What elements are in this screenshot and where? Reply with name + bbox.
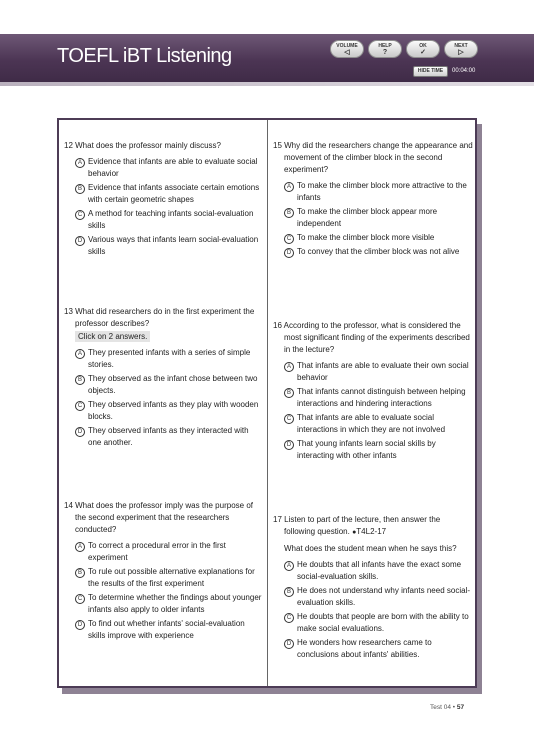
app-header <box>0 34 534 82</box>
option-text: He wonders how researchers came to conclusions about infants' abilities. <box>297 638 432 659</box>
option-bubble: C <box>284 613 294 623</box>
question-stem <box>273 514 473 539</box>
option-bubble: B <box>75 184 85 194</box>
question-stem: 13 What did researchers do in the first experiment the professor describes? <box>64 307 255 328</box>
option-text: To determine whether the findings about younger infants also apply to older infants <box>88 593 262 614</box>
speaker-icon: ◁ <box>344 49 350 56</box>
option-a[interactable] <box>75 156 264 180</box>
footer-separator: • <box>452 704 456 711</box>
question-17 <box>273 514 473 663</box>
option-bubble: D <box>284 639 294 649</box>
option-bubble: B <box>284 208 294 218</box>
option-text: To make the climber block more attractive to the infants <box>297 181 467 202</box>
check-icon: ✓ <box>420 49 426 56</box>
option-b[interactable] <box>75 373 264 397</box>
option-bubble: C <box>75 401 85 411</box>
hide-time-button[interactable]: HIDE TIME <box>413 66 448 77</box>
option-c[interactable] <box>284 412 473 436</box>
option-text: To find out whether infants' social-evaluation skills improve with experience <box>88 619 245 640</box>
option-bubble: D <box>284 248 294 258</box>
option-d[interactable] <box>75 425 264 449</box>
option-bubble: C <box>75 594 85 604</box>
question-12 <box>64 140 264 260</box>
option-c[interactable] <box>284 232 473 244</box>
option-bubble: D <box>75 620 85 630</box>
question-stem: 14 What does the professor imply was the purpose of the second experiment that the researchers conducted? <box>64 501 253 534</box>
option-b[interactable] <box>284 386 473 410</box>
option-bubble: B <box>284 587 294 597</box>
option-d[interactable] <box>75 618 264 642</box>
option-d[interactable] <box>284 246 473 258</box>
option-bubble: D <box>284 440 294 450</box>
questions-panel <box>57 118 477 688</box>
question-13 <box>64 306 264 451</box>
column-divider <box>267 120 268 686</box>
help-button[interactable] <box>368 40 402 58</box>
ok-label: OK <box>419 43 427 49</box>
option-bubble: A <box>284 561 294 571</box>
option-bubble: D <box>75 427 85 437</box>
question-stem: 12 What does the professor mainly discuss? <box>64 141 221 150</box>
option-bubble: A <box>284 182 294 192</box>
question-stem-text: 17 Listen to part of the lecture, then answer the following question. <box>273 515 441 536</box>
question-16 <box>273 320 473 464</box>
answer-count-note: Click on 2 answers. <box>75 331 150 342</box>
option-a[interactable] <box>284 360 473 384</box>
option-list <box>273 360 473 462</box>
page-footer <box>430 704 464 711</box>
question-15 <box>273 140 473 260</box>
question-stem: 15 Why did the researchers change the appearance and movement of the climber block in the second experiment? <box>273 141 473 174</box>
next-label: NEXT <box>454 43 468 49</box>
option-text: That infants cannot distinguish between helping interactions and hindering interactions <box>297 387 466 408</box>
question-14 <box>64 500 264 644</box>
option-b[interactable] <box>284 585 473 609</box>
option-bubble: A <box>75 158 85 168</box>
question-stem: 16 According to the professor, what is considered the most significant finding of the experiments described in the lecture? <box>273 321 470 354</box>
option-d[interactable] <box>75 234 264 258</box>
option-c[interactable] <box>75 399 264 423</box>
option-a[interactable] <box>284 180 473 204</box>
option-c[interactable] <box>75 592 264 616</box>
page-number: 57 <box>456 704 465 711</box>
option-bubble: B <box>284 388 294 398</box>
option-text: To rule out possible alternative explanations for the results of the first experiment <box>88 567 255 588</box>
option-text: To convey that the climber block was not alive <box>297 247 460 256</box>
option-bubble: A <box>75 349 85 359</box>
option-bubble: B <box>75 375 85 385</box>
option-text: To make the climber block more visible <box>297 233 435 242</box>
option-list <box>273 559 473 661</box>
option-text: Evidence that infants are able to evaluate social behavior <box>88 157 258 178</box>
test-label: Test 04 <box>430 704 451 711</box>
option-list <box>64 540 264 642</box>
option-text: To make the climber block appear more independent <box>297 207 438 228</box>
option-text: Various ways that infants learn social-evaluation skills <box>88 235 259 256</box>
option-text: They observed infants as they interacted with one another. <box>88 426 249 447</box>
option-d[interactable] <box>284 637 473 661</box>
option-text: He doubts that people are born with the ability to make social evaluations. <box>297 612 469 633</box>
help-icon: ? <box>382 49 388 56</box>
audio-track-code: T4L2-17 <box>356 527 387 536</box>
option-b[interactable] <box>75 566 264 590</box>
option-list <box>273 180 473 258</box>
option-b[interactable] <box>284 206 473 230</box>
option-b[interactable] <box>75 182 264 206</box>
option-list <box>64 156 264 258</box>
option-text: They presented infants with a series of simple stories. <box>88 348 251 369</box>
option-text: That infants are able to evaluate social interactions in which they are not involved <box>297 413 446 434</box>
option-bubble: A <box>284 362 294 372</box>
option-bubble: A <box>75 542 85 552</box>
option-text: A method for teaching infants social-evaluation skills <box>88 209 254 230</box>
next-arrow-icon: ▷ <box>458 49 464 56</box>
option-list <box>64 347 264 449</box>
page-title: TOEFL iBT Listening <box>57 45 232 67</box>
option-bubble: D <box>75 236 85 246</box>
option-c[interactable] <box>75 208 264 232</box>
option-c[interactable] <box>284 611 473 635</box>
option-text: They observed infants as they play with wooden blocks. <box>88 400 259 421</box>
next-button[interactable] <box>444 40 478 58</box>
option-a[interactable] <box>75 347 264 371</box>
option-a[interactable] <box>284 559 473 583</box>
option-bubble: C <box>284 414 294 424</box>
option-text: He doubts that all infants have the exact some social-evaluation skills. <box>297 560 462 581</box>
option-d[interactable] <box>284 438 473 462</box>
sub-question: What does the student mean when he says this? <box>284 544 457 553</box>
option-text: He does not understand why infants need social-evaluation skills. <box>297 586 470 607</box>
option-text: Evidence that infants associate certain emotions with certain geometric shapes <box>88 183 260 204</box>
option-text: To correct a procedural error in the first experiment <box>88 541 226 562</box>
audio-icon[interactable]: ● <box>352 529 357 536</box>
timer: 00:04:00 <box>452 68 476 74</box>
volume-label: VOLUME <box>336 43 358 49</box>
option-text: They observed as the infant chose between two objects. <box>88 374 258 395</box>
header-underline <box>0 82 534 86</box>
option-text: That infants are able to evaluate their own social behavior <box>297 361 469 382</box>
ok-button[interactable] <box>406 40 440 58</box>
option-bubble: B <box>75 568 85 578</box>
help-label: HELP <box>378 43 392 49</box>
option-bubble: C <box>284 234 294 244</box>
option-text: That young infants learn social skills by interacting with other infants <box>297 439 436 460</box>
option-a[interactable] <box>75 540 264 564</box>
option-bubble: C <box>75 210 85 220</box>
volume-button[interactable] <box>330 40 364 58</box>
